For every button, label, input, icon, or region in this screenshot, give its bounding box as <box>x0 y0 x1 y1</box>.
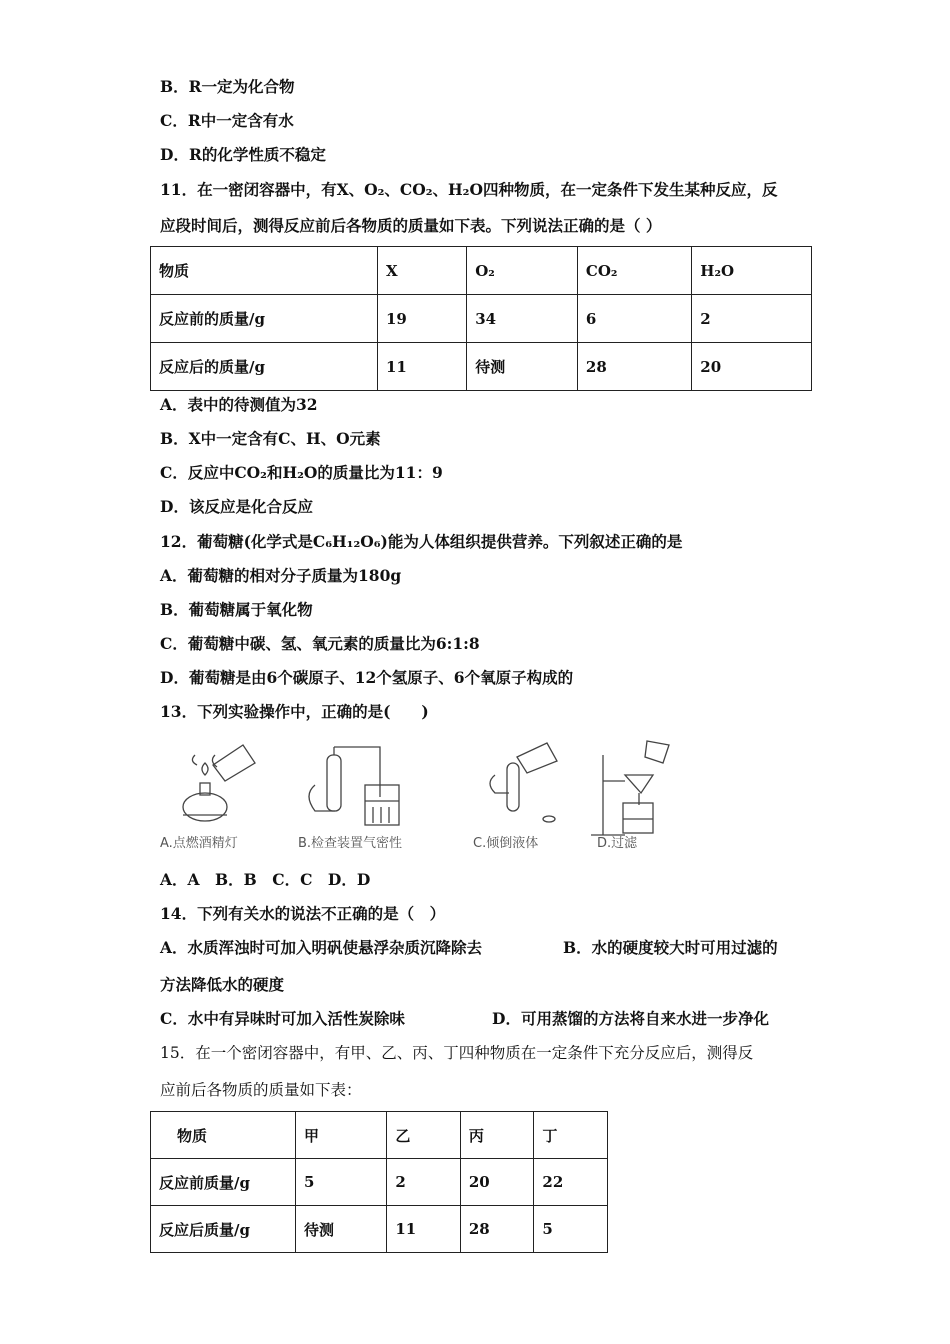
table-cell: 反应后的质量/g <box>151 343 378 391</box>
q12-stem: 12．葡萄糖(化学式是C₆H₁₂O₆)能为人体组织提供营养。下列叙述正确的是 <box>160 532 683 551</box>
table-cell: 2 <box>692 295 812 343</box>
pouring-liquid-illustration <box>490 743 557 822</box>
table-cell: 甲 <box>296 1112 387 1159</box>
table-cell: 丙 <box>460 1112 534 1159</box>
q14-option-a: A．水质浑浊时可加入明矾使悬浮杂质沉降除去 <box>160 938 483 957</box>
table-cell: 5 <box>534 1206 608 1253</box>
table-cell: 乙 <box>387 1112 461 1159</box>
q11-option-a: A．表中的待测值为32 <box>160 395 318 414</box>
table-header-row <box>151 1112 608 1159</box>
table-cell: 反应后质量/g <box>151 1206 296 1253</box>
q11-table <box>150 246 812 391</box>
q11-option-c: C．反应中CO₂和H₂O的质量比为11：9 <box>160 463 443 482</box>
q11-option-b: B．X中一定含有C、H、O元素 <box>160 429 381 448</box>
table-cell: 反应前的质量/g <box>151 295 378 343</box>
table-cell: 20 <box>460 1159 534 1206</box>
table-cell: 11 <box>387 1206 461 1253</box>
q14-option-b-part1: B．水的硬度较大时可用过滤的 <box>563 938 778 957</box>
table-cell: 物质 <box>151 247 378 295</box>
q12-option-c: C．葡萄糖中碳、氢、氧元素的质量比为6:1:8 <box>160 634 480 653</box>
table-cell: 反应前质量/g <box>151 1159 296 1206</box>
q15-stem-line1: 15．在一个密闭容器中，有甲、乙、丙、丁四种物质在一定条件下充分反应后，测得反 <box>160 1044 754 1062</box>
q11-stem-line1: 11．在一密闭容器中，有X、O₂、CO₂、H₂O四种物质，在一定条件下发生某种反应，反 <box>160 180 778 199</box>
table-row <box>151 343 812 391</box>
table-row <box>151 1206 608 1253</box>
table-cell: 19 <box>378 295 467 343</box>
q13-stem: 13．下列实验操作中，正确的是( ) <box>160 702 429 721</box>
table-cell: 20 <box>692 343 812 391</box>
table-cell: 6 <box>577 295 691 343</box>
q11-stem-line2: 应段时间后，测得反应前后各物质的质量如下表。下列说法正确的是（ ） <box>160 216 662 235</box>
table-cell: 11 <box>378 343 467 391</box>
q14-option-c: C．水中有异味时可加入活性炭除味 <box>160 1009 405 1028</box>
table-row <box>151 1159 608 1206</box>
table-cell: X <box>378 247 467 295</box>
q12-option-d: D．葡萄糖是由6个碳原子、12个氢原子、6个氧原子构成的 <box>160 668 574 687</box>
q11-option-d: D．该反应是化合反应 <box>160 497 313 516</box>
q10-option-b: B．R一定为化合物 <box>160 77 295 96</box>
table-cell: 丁 <box>534 1112 608 1159</box>
table-cell: 28 <box>460 1206 534 1253</box>
q14-stem: 14．下列有关水的说法不正确的是（ ） <box>160 904 446 923</box>
q13-options: A．A B．B C．C D．D <box>160 870 371 889</box>
table-cell: 物质 <box>151 1112 296 1159</box>
caption-a: A.点燃酒精灯 <box>160 836 238 851</box>
table-cell: 5 <box>296 1159 387 1206</box>
table-cell: O₂ <box>467 247 578 295</box>
table-cell: 2 <box>387 1159 461 1206</box>
table-cell: 22 <box>534 1159 608 1206</box>
q10-option-c: C．R中一定含有水 <box>160 111 294 130</box>
table-cell: 28 <box>577 343 691 391</box>
q12-option-a: A．葡萄糖的相对分子质量为180g <box>160 566 402 585</box>
q15-table <box>150 1111 608 1253</box>
alcohol-lamp-illustration <box>183 745 255 821</box>
caption-b: B.检查装置气密性 <box>298 836 403 851</box>
caption-c: C.倾倒液体 <box>473 836 539 851</box>
caption-d: D.过滤 <box>597 836 638 851</box>
filtration-illustration <box>591 741 669 835</box>
airtightness-illustration <box>309 747 399 825</box>
table-cell: H₂O <box>692 247 812 295</box>
table-header-row <box>151 247 812 295</box>
table-row <box>151 295 812 343</box>
table-cell: CO₂ <box>577 247 691 295</box>
q14-option-b-part2: 方法降低水的硬度 <box>160 975 285 994</box>
table-cell: 待测 <box>467 343 578 391</box>
table-cell: 待测 <box>296 1206 387 1253</box>
q13-figure <box>155 735 675 855</box>
q15-stem-line2: 应前后各物质的质量如下表： <box>160 1081 362 1099</box>
q10-option-d: D．R的化学性质不稳定 <box>160 145 326 164</box>
table-cell: 34 <box>467 295 578 343</box>
q12-option-b: B．葡萄糖属于氧化物 <box>160 600 313 619</box>
q14-option-d: D．可用蒸馏的方法将自来水进一步净化 <box>492 1009 769 1028</box>
